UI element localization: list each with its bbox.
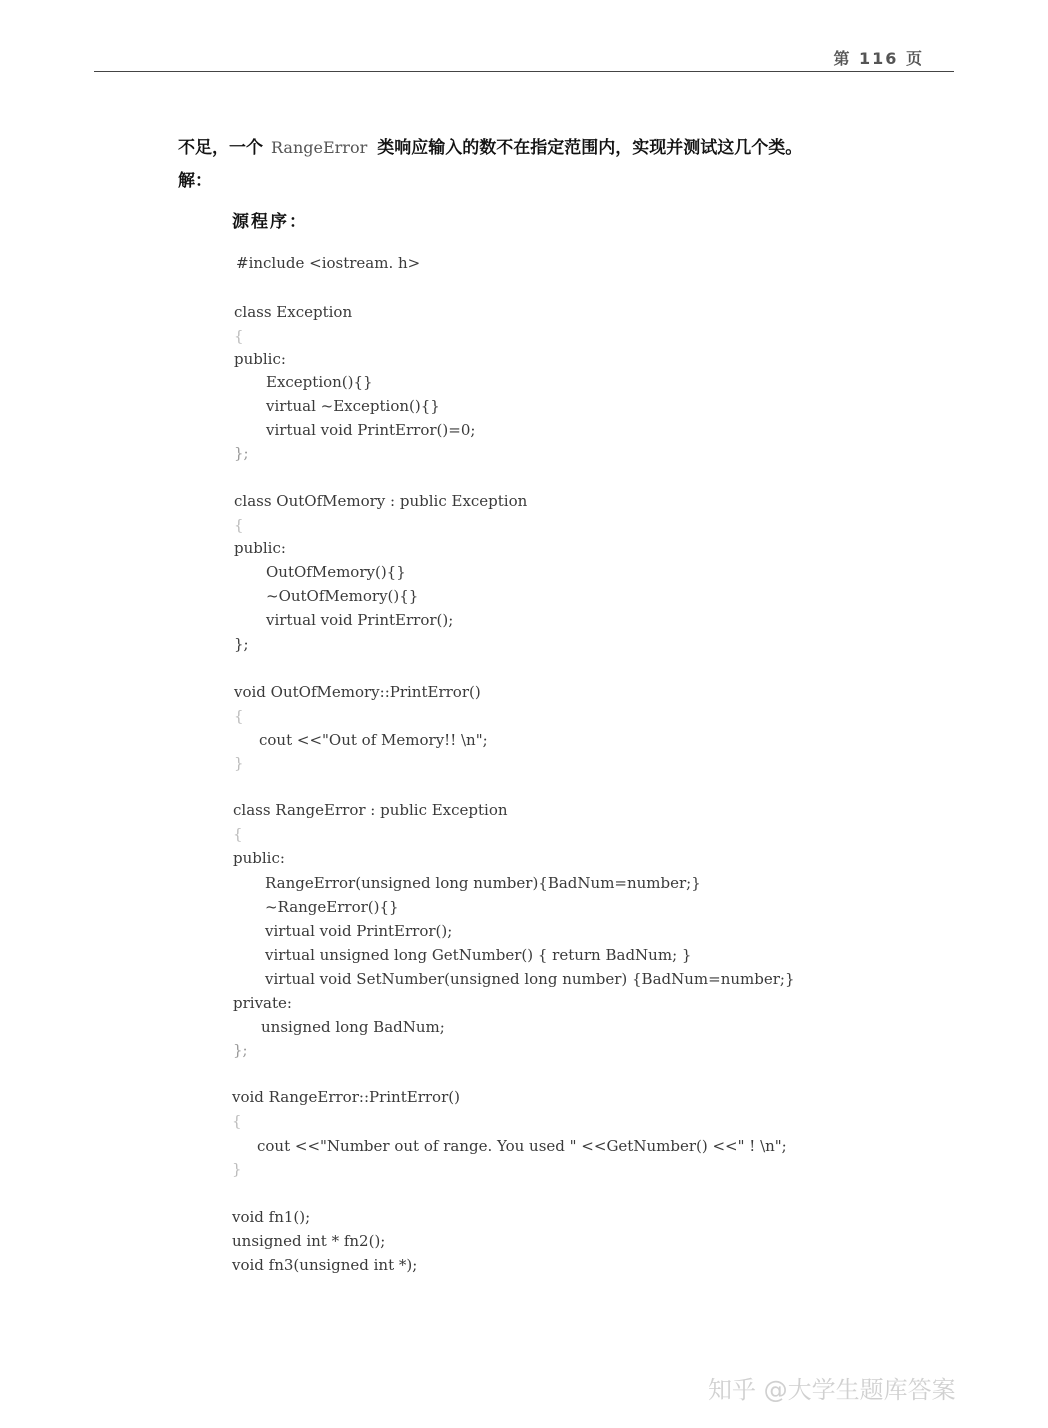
code-line: virtual unsigned long GetNumber() { return BadNum; } [265, 946, 692, 964]
code-line: }; [234, 444, 249, 462]
code-line: Exception(){} [266, 373, 373, 391]
code-line: class RangeError : public Exception [233, 801, 508, 819]
code-line: cout <<"Number out of range. You used " <<GetNumber() <<" ! \n"; [257, 1137, 787, 1155]
code-line: ~OutOfMemory(){} [266, 587, 419, 605]
code-line: virtual void SetNumber(unsigned long number) {BadNum=number;} [265, 970, 795, 988]
code-line: }; [233, 1041, 248, 1059]
code-line: virtual void PrintError(); [266, 611, 454, 629]
code-line: { [234, 327, 244, 345]
problem-statement [178, 133, 802, 158]
code-line: class Exception [234, 303, 353, 321]
header-divider [94, 71, 954, 72]
source-code-label: 源程序： [232, 212, 308, 232]
code-line: virtual ~Exception(){} [266, 397, 440, 415]
code-line: public: [234, 350, 286, 368]
code-line: }; [234, 635, 249, 653]
code-line: { [233, 825, 243, 843]
code-line: { [234, 707, 244, 725]
code-line: public: [234, 539, 286, 557]
code-line: cout <<"Out of Memory!! \n"; [259, 731, 488, 749]
code-line: private: [233, 994, 292, 1012]
problem-statement-suffix: 类响应输入的数不在指定范围内，实现并测试这几个类。 [377, 138, 803, 158]
code-line: public: [233, 849, 285, 867]
code-line: class OutOfMemory : public Exception [234, 492, 528, 510]
code-line: OutOfMemory(){} [266, 563, 406, 581]
code-line: void RangeError::PrintError() [232, 1088, 460, 1106]
code-line: ~RangeError(){} [265, 898, 399, 916]
code-line: #include <iostream. h> [236, 254, 421, 272]
code-line: unsigned long BadNum; [261, 1018, 445, 1036]
code-line: virtual void PrintError()=0; [266, 421, 476, 439]
code-line: RangeError(unsigned long number){BadNum=number;} [265, 874, 701, 892]
code-line: } [232, 1160, 242, 1178]
page-number-header: 第 116 页 [833, 49, 924, 68]
answer-label: 解： [178, 171, 212, 191]
code-line: virtual void PrintError(); [265, 922, 453, 940]
problem-statement-class-name: RangeError [271, 138, 368, 157]
watermark: 知乎 @大学生题库答案 [708, 1376, 956, 1404]
code-line: unsigned int * fn2(); [232, 1232, 386, 1250]
code-line: { [232, 1112, 242, 1130]
problem-statement-prefix: 不足，一个 [178, 138, 263, 158]
code-line: void fn3(unsigned int *); [232, 1256, 418, 1274]
code-line: { [234, 516, 244, 534]
code-line: void fn1(); [232, 1208, 311, 1226]
code-line: void OutOfMemory::PrintError() [234, 683, 481, 701]
code-line: } [234, 754, 244, 772]
